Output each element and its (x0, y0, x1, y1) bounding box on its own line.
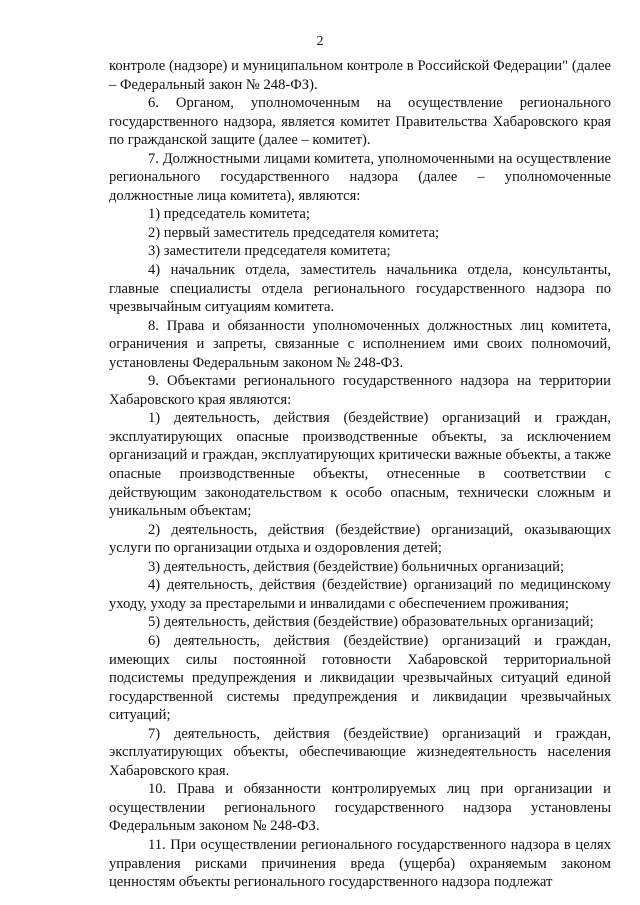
paragraph-clause-8: 8. Права и обязанности уполномоченных должностных лиц комитета, ограничения и запреты, связанные с исполнением ими своих полномочий, установлены Федеральным законом № 248-ФЗ. (109, 317, 611, 371)
list-item-7-1: 1) председатель комитета; (148, 206, 310, 223)
list-item-9-3: 3) деятельность, действия (бездействие) больничных организаций; (148, 558, 565, 575)
paragraph-clause-9: 9. Объектами регионального государственного надзора на территории Хабаровского края являются: (109, 373, 611, 408)
list-item-9-2: 2) деятельность, действия (бездействие) организаций, оказывающих услуги по организации отдыха и оздоровления детей; (109, 521, 611, 557)
paragraph-clause-7: 7. Должностными лицами комитета, уполномоченными на осуществление регионального государственного надзора (далее – уполномоченные должностные лица комитета), являются: (109, 150, 611, 204)
list-item-9-5: 5) деятельность, действия (бездействие) образовательных организаций; (148, 614, 594, 631)
list-item-9-6: 6) деятельность, действия (бездействие) организаций и граждан, имеющих силы постоянной готовности Хабаровской территориальной подсистемы предупреждения и ликвидации чрезвычайных ситуаций единой государственной системы предупреждения и ликвидации чрезвычайных ситуаций; (109, 632, 611, 724)
list-item-7-4: 4) начальник отдела, заместитель начальника отдела, консультанты, главные специалисты отдела регионального государственного надзора по чрезвычайным ситуациям комитета. (109, 262, 611, 316)
list-item-9-1: 1) деятельность, действия (бездействие) организаций и граждан, эксплуатирующих опасные производственные объекты, за исключением организаций и граждан, эксплуатирующих критически важные объекты, а также опасные производственные объекты, отнесенные в соответствии с действующим законодательством к особо опасным, технически сложным и уникальным объектам; (109, 410, 611, 520)
paragraph-continuation: контроле (надзоре) и муниципальном контроле в Российской Федерации" (далее – Федеральный закон № 248-ФЗ). (109, 58, 611, 93)
paragraph-clause-6: 6. Органом, уполномоченным на осуществление регионального государственного надзора, является комитет Правительства Хабаровского края по гражданской защите (далее – комитет). (109, 95, 611, 149)
paragraph-clause-10: 10. Права и обязанности контролируемых лиц при организации и осуществлении регионального государственного надзора установлены Федеральным законом № 248-ФЗ. (109, 781, 611, 835)
list-item-7-3: 3) заместители председателя комитета; (148, 243, 391, 260)
document-body (109, 57, 611, 892)
paragraph-clause-11: 11. При осуществлении регионального государственного надзора в целях управления рисками причинения вреда (ущерба) охраняемым законом ценностям объекты регионального государственного надзора подлежат (109, 836, 611, 891)
list-item-9-4: 4) деятельность, действия (бездействие) организаций по медицинскому уходу, уходу за престарелыми и инвалидами с обеспечением проживания; (109, 577, 611, 612)
page-number: 2 (316, 34, 324, 49)
list-item-7-2: 2) первый заместитель председателя комитета; (148, 224, 440, 241)
list-item-9-7: 7) деятельность, действия (бездействие) организаций и граждан, эксплуатирующих объекты, обеспечивающие жизнедеятельность населения Хабаровского края. (109, 725, 611, 779)
